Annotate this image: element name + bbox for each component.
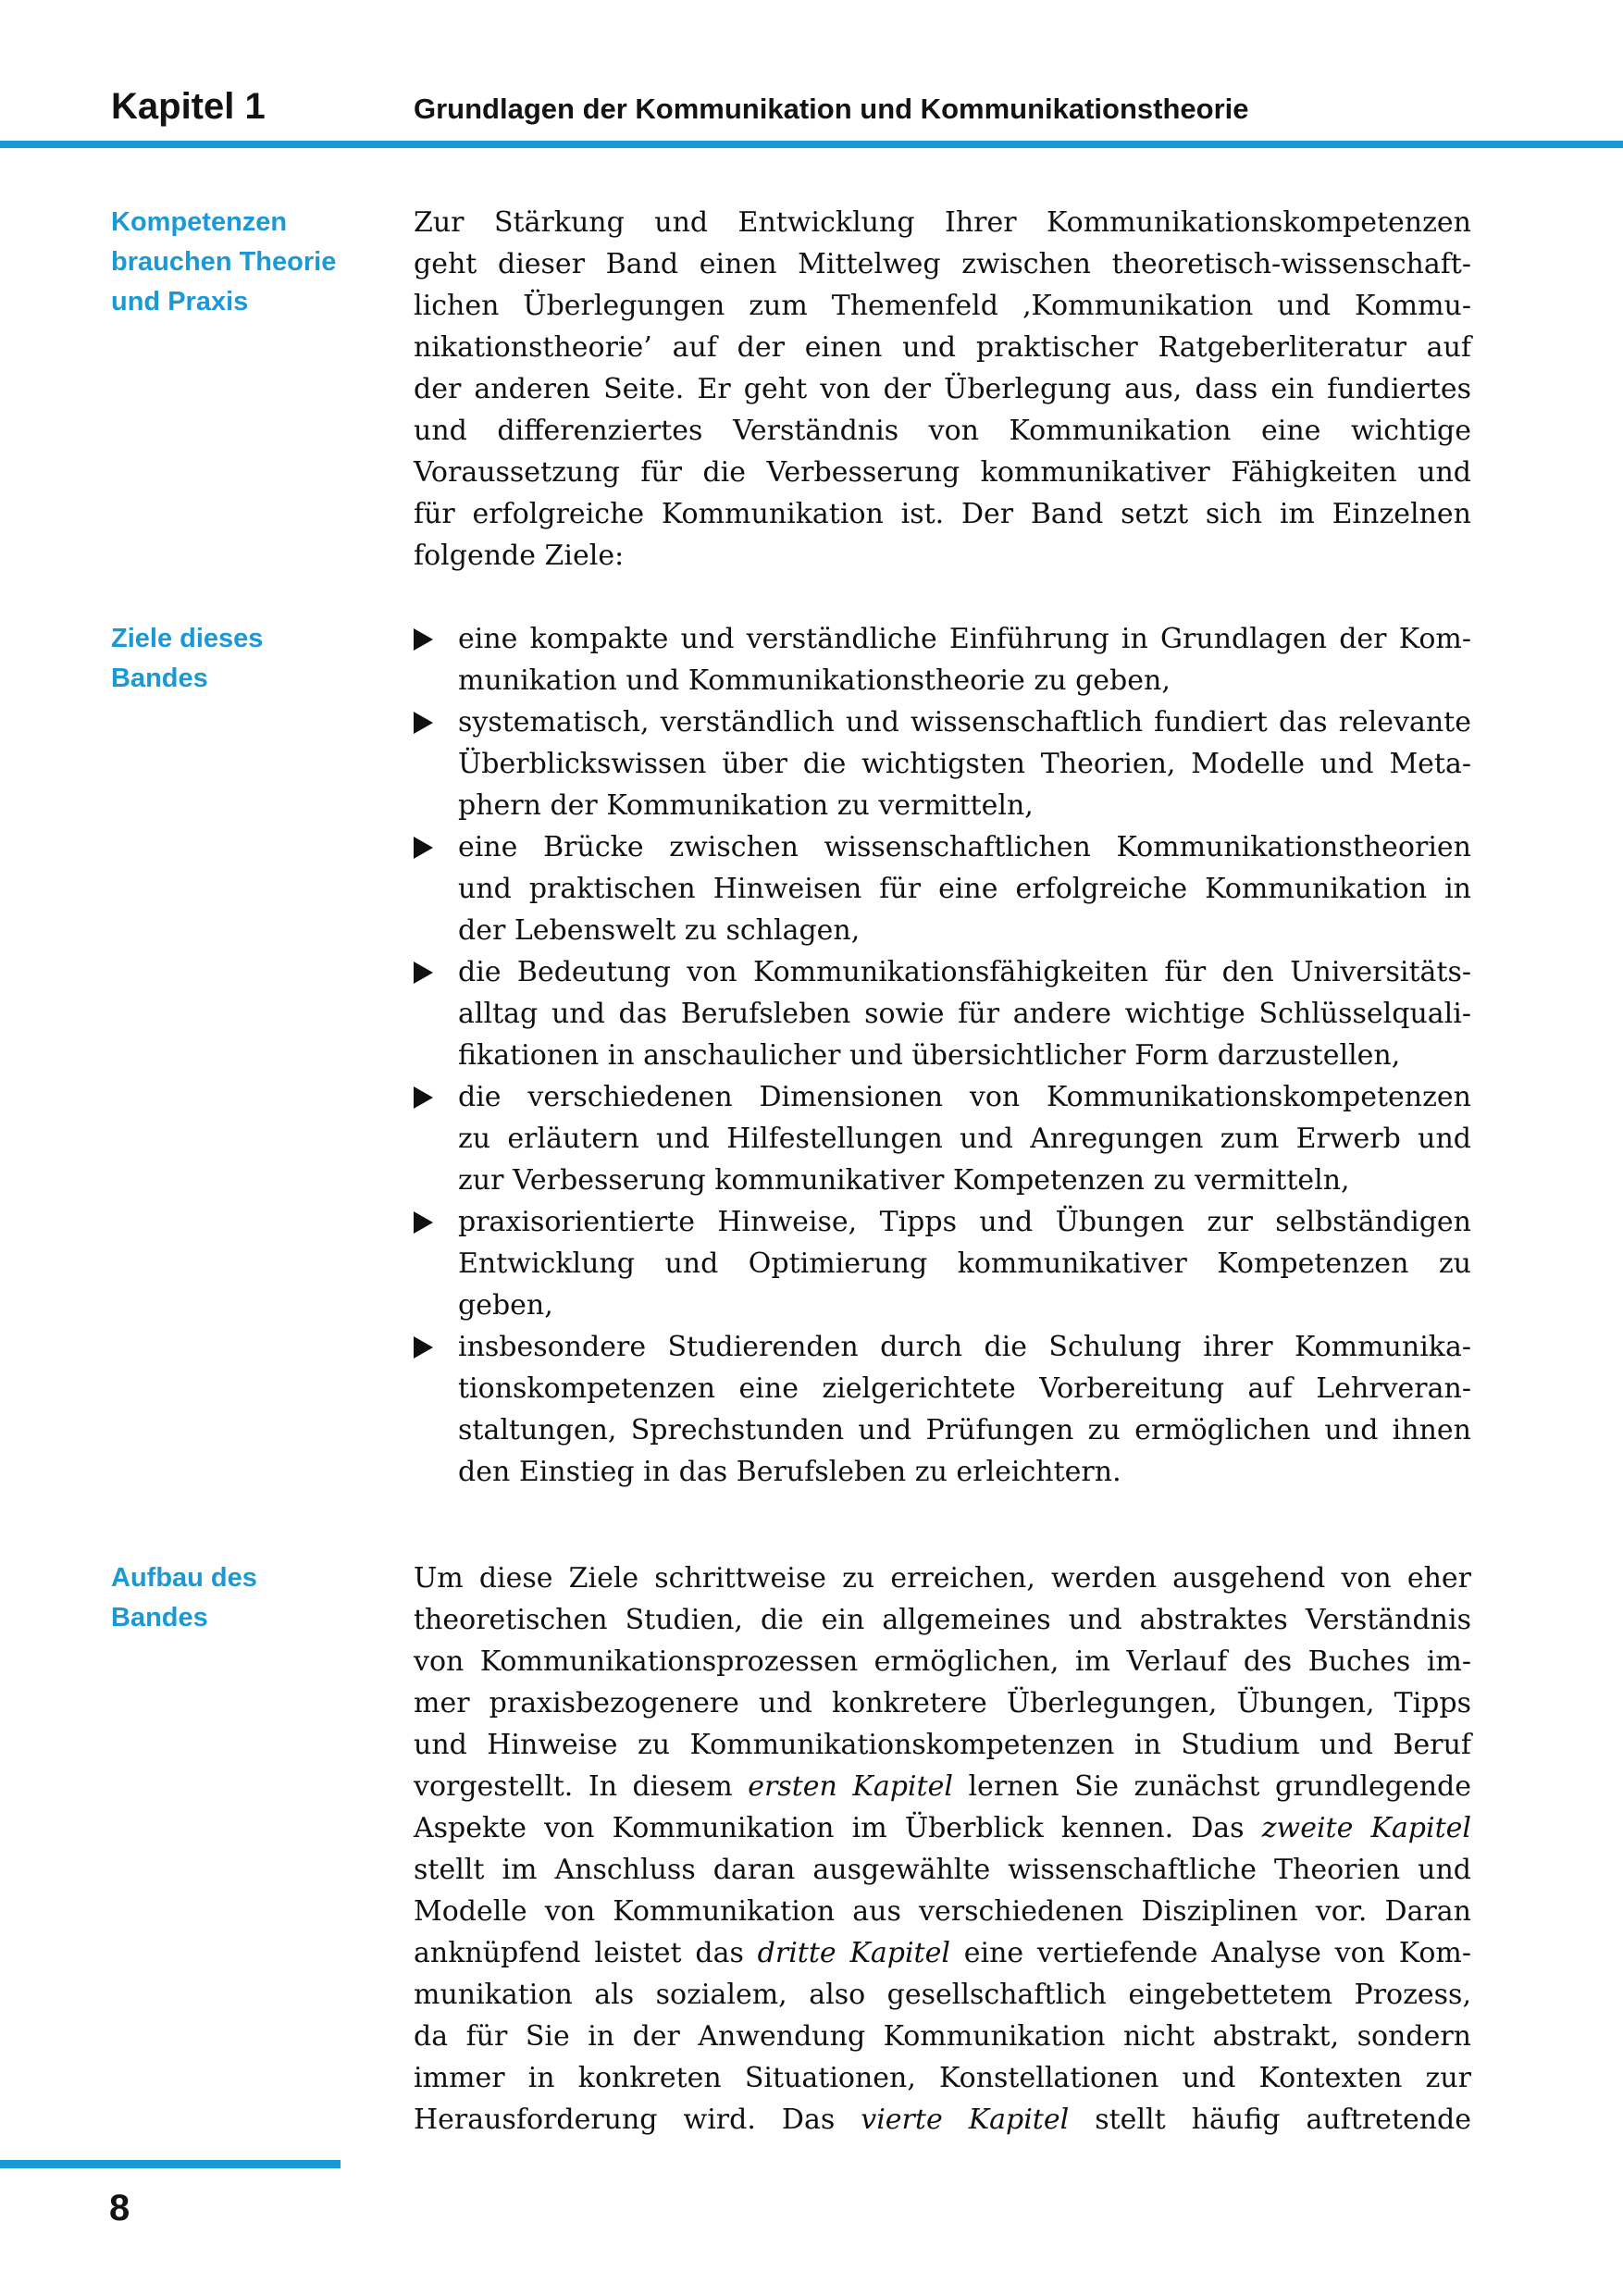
list-item-text <box>458 1201 1471 1326</box>
text-line: lichen Überlegungen zum Themenfeld ‚Kommunikation und Kommu- <box>414 290 1471 322</box>
text-line: geht dieser Band einen Mittelweg zwischen theoretisch-wissenschaft- <box>414 248 1471 280</box>
text-line: vorgestellt. In diesem ersten Kapitel lernen Sie zunächst grundlegende <box>414 1770 1471 1803</box>
text-line: theoretischen Studien, die ein allgemeines und abstraktes Verständnis <box>414 1604 1471 1636</box>
section-aufbau <box>111 1558 1471 2141</box>
text-line: immer in konkreten Situationen, Konstellationen und Kontexten zur <box>414 2062 1471 2094</box>
list-item <box>414 618 1471 701</box>
triangle-bullet-icon <box>414 951 458 984</box>
triangle-bullet-icon <box>414 1326 458 1359</box>
text-line: insbesondere Studierenden durch die Schulung ihrer Kommunika- <box>458 1331 1471 1363</box>
text-line: Aspekte von Kommunikation im Überblick kennen. Das zweite Kapitel <box>414 1812 1471 1844</box>
text-line: und praktischen Hinweisen für eine erfolgreiche Kommunikation in <box>458 873 1471 905</box>
triangle-bullet-icon <box>414 962 433 984</box>
footer-rule <box>0 2160 341 2168</box>
text-line: folgende Ziele: <box>414 540 625 572</box>
text-line: nikationstheorie’ auf der einen und praktischer Ratgeberliteratur auf <box>414 331 1471 364</box>
text-line: und differenziertes Verständnis von Kommunikation eine wichtige <box>414 415 1471 447</box>
text-line: der Lebenswelt zu schlagen, <box>458 914 861 947</box>
text-line: phern der Kommunikation zu vermitteln, <box>458 789 1034 822</box>
section-body <box>414 202 1471 577</box>
header-rule <box>0 141 1623 148</box>
margin-label-line: Bandes <box>111 664 208 693</box>
triangle-bullet-icon <box>414 712 433 734</box>
text-line: Herausforderung wird. Das vierte Kapitel stellt häufig auftretende <box>414 2104 1472 2136</box>
text-line: von Kommunikationsprozessen ermöglichen, im Verlauf des Buches im- <box>414 1645 1471 1678</box>
text-line: stellt im Anschluss daran ausgewählte wissenschaftliche Theorien und <box>414 1854 1471 1886</box>
text-line: Modelle von Kommunikation aus verschiedenen Disziplinen vor. Daran <box>414 1895 1471 1928</box>
text-line: geben, <box>458 1289 553 1322</box>
list-item-text <box>458 618 1471 701</box>
text-line: Zur Stärkung und Entwicklung Ihrer Kommunikationskompetenzen <box>414 206 1471 239</box>
italic-text: ersten Kapitel <box>748 1770 953 1803</box>
text-line: praxisorientierte Hinweise, Tipps und Übungen zur selbständigen <box>458 1206 1471 1238</box>
list-item <box>414 826 1471 951</box>
text-line: fikationen in anschaulicher und übersichtlicher Form darzustellen, <box>458 1039 1401 1072</box>
section-kompetenzen <box>111 202 1471 577</box>
list-item <box>414 1076 1471 1201</box>
list-item-text <box>458 826 1471 951</box>
triangle-bullet-icon <box>414 618 458 651</box>
text-line: zur Verbesserung kommunikativer Kompetenzen zu vermitteln, <box>458 1164 1350 1197</box>
text-line: Überblickswissen über die wichtigsten Theorien, Modelle und Meta- <box>458 748 1471 780</box>
triangle-bullet-icon <box>414 1336 433 1359</box>
page-number: 8 <box>109 2188 130 2228</box>
chapter-header <box>0 0 1623 128</box>
list-item-text <box>458 1076 1471 1201</box>
text-line: den Einstieg in das Berufsleben zu erleichtern. <box>458 1456 1121 1488</box>
text-line: systematisch, verständlich und wissenschaftlich fundiert das relevante <box>458 706 1471 738</box>
italic-text: dritte Kapitel <box>757 1937 950 1969</box>
triangle-bullet-icon <box>414 628 433 651</box>
text-line: munikation und Kommunikationstheorie zu geben, <box>458 664 1171 697</box>
margin-label-line: Kompetenzen <box>111 207 288 237</box>
list-item-text <box>458 951 1471 1076</box>
text-line: Entwicklung und Optimierung kommunikativer Kompetenzen zu <box>458 1247 1471 1280</box>
text-line: staltungen, Sprechstunden und Prüfungen zu ermöglichen und ihnen <box>458 1414 1471 1446</box>
italic-text: vierte Kapitel <box>861 2104 1070 2136</box>
text-line: Um diese Ziele schrittweise zu erreichen, werden ausgehend von eher <box>414 1562 1471 1595</box>
list-item <box>414 1326 1471 1493</box>
text-line: eine kompakte und verständliche Einführung in Grundlagen der Kom- <box>458 623 1471 655</box>
triangle-bullet-icon <box>414 1076 458 1109</box>
text-line: zu erläutern und Hilfestellungen und Anregungen zum Erwerb und <box>458 1123 1471 1155</box>
chapter-number: Kapitel 1 <box>111 86 266 127</box>
section-body <box>414 1558 1471 2141</box>
margin-label-ziele <box>111 618 414 699</box>
triangle-bullet-icon <box>414 837 433 859</box>
margin-label-kompetenzen <box>111 202 414 322</box>
list-item <box>414 701 1471 826</box>
triangle-bullet-icon <box>414 701 458 734</box>
list-item-text <box>458 701 1471 826</box>
triangle-bullet-icon <box>414 826 458 859</box>
list-item <box>414 951 1471 1076</box>
margin-label-line: Ziele dieses <box>111 624 264 653</box>
text-line: tionskompetenzen eine zielgerichtete Vorbereitung auf Lehrveran- <box>458 1372 1471 1405</box>
text-line: für erfolgreiche Kommunikation ist. Der Band setzt sich im Einzelnen <box>414 498 1471 530</box>
margin-label-line: brauchen Theorie <box>111 247 337 277</box>
text-line: mer praxisbezogenere und konkretere Überlegungen, Übungen, Tipps <box>414 1687 1471 1719</box>
text-line: alltag und das Berufsleben sowie für andere wichtige Schlüsselquali- <box>458 998 1471 1030</box>
text-line: die Bedeutung von Kommunikationsfähigkeiten für den Universitäts- <box>458 956 1471 988</box>
margin-label-aufbau <box>111 1558 414 1638</box>
list-item <box>414 1201 1471 1326</box>
text-line: munikation als sozialem, also gesellschaftlich eingebettetem Prozess, <box>414 1979 1471 2011</box>
triangle-bullet-icon <box>414 1086 433 1109</box>
triangle-bullet-icon <box>414 1201 458 1234</box>
section-ziele <box>111 618 1471 1493</box>
text-line: Voraussetzung für die Verbesserung kommunikativer Fähigkeiten und <box>414 456 1471 489</box>
text-line: die verschiedenen Dimensionen von Kommunikationskompetenzen <box>458 1081 1471 1113</box>
list-item-text <box>458 1326 1471 1493</box>
page-content <box>0 148 1623 2141</box>
margin-label-line: Bandes <box>111 1603 208 1632</box>
text-line: der anderen Seite. Er geht von der Überlegung aus, dass ein fundiertes <box>414 373 1471 405</box>
section-body <box>414 618 1471 1493</box>
margin-label-line: Aufbau des <box>111 1563 257 1593</box>
text-line: und Hinweise zu Kommunikationskompetenzen in Studium und Beruf <box>414 1729 1471 1761</box>
italic-text: zweite Kapitel <box>1261 1812 1471 1844</box>
margin-label-line: und Praxis <box>111 287 249 316</box>
triangle-bullet-icon <box>414 1211 433 1234</box>
chapter-title: Grundlagen der Kommunikation und Kommunikationstheorie <box>414 93 1249 125</box>
text-line: eine Brücke zwischen wissenschaftlichen Kommunikationstheorien <box>458 831 1471 863</box>
text-line: da für Sie in der Anwendung Kommunikation nicht abstrakt, sondern <box>414 2020 1471 2053</box>
text-line: anknüpfend leistet das dritte Kapitel eine vertiefende Analyse von Kom- <box>414 1937 1472 1969</box>
